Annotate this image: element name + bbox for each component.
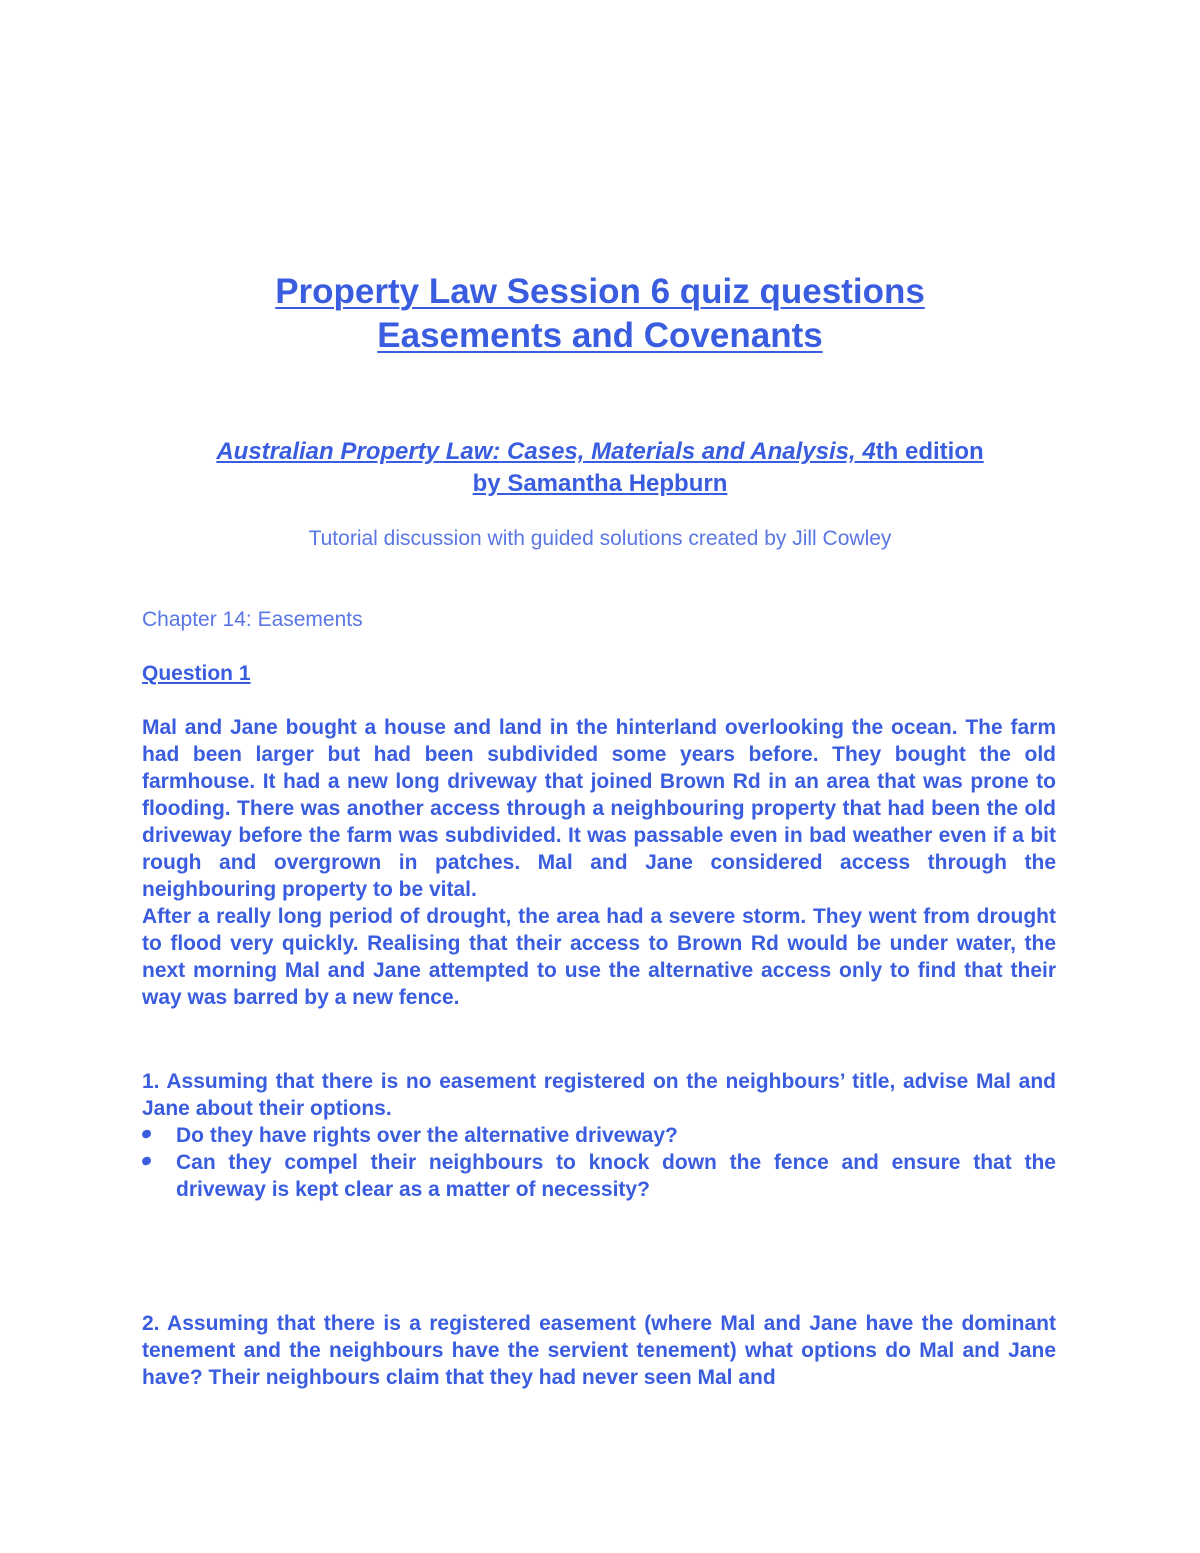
scenario-paragraph: After a really long period of drought, the area had a severe storm. They went from drought to flood very quickly. Realising that their access to Brown Rd would be under water, the next morning Mal and Jane attempted to use the alternative access only to find that their way was barred by a new fence. — [142, 905, 1056, 1009]
book-title-italic: Australian Property Law: Cases, Materials and Analysis, 4 — [216, 438, 876, 465]
chapter-heading: Chapter 14: Easements — [142, 608, 363, 631]
bullet-text: Can they compel their neighbours to knock down the fence and ensure that the driveway is kept clear as a matter of necessity? — [176, 1151, 1056, 1201]
document-title-line-2: Easements and Covenants — [377, 316, 823, 355]
book-title — [0, 436, 1200, 468]
scenario-paragraph: Mal and Jane bought a house and land in the hinterland overlooking the ocean. The farm had been larger but had been subdivided some years before. They bought the old farmhouse. It had a new long driveway that joined Brown Rd in an area that was prone to flooding. There was another access through a neighbouring property that had been the old driveway before the farm was subdivided. It was passable even in bad weather even if a bit rough and overgrown in patches. Mal and Jane considered access through the neighbouring property to be vital. — [142, 716, 1056, 901]
bullet-icon — [141, 1129, 152, 1139]
list-item — [142, 1149, 1056, 1203]
question-1-intro: 1. Assuming that there is no easement registered on the neighbours’ title, advise Mal and Jane about their options. — [142, 1070, 1056, 1120]
question-2-text: 2. Assuming that there is a registered easement (where Mal and Jane have the dominant tenement and the neighbours have the servient tenement) what options do Mal and Jane have? Their neighbours claim that they had never seen Mal and — [142, 1312, 1056, 1389]
question-heading: Question 1 — [142, 662, 251, 685]
list-item — [142, 1122, 1056, 1149]
book-edition: th edition — [875, 438, 984, 465]
question-1-bullet-list — [142, 1122, 1056, 1203]
bullet-icon — [141, 1156, 152, 1166]
document-title-line-1: Property Law Session 6 quiz questions — [275, 272, 925, 311]
bullet-text: Do they have rights over the alternative driveway? — [176, 1124, 678, 1147]
book-author: by Samantha Hepburn — [472, 470, 728, 497]
scenario-text — [142, 714, 1056, 1011]
tutorial-subtitle: Tutorial discussion with guided solutions created by Jill Cowley — [308, 527, 892, 550]
